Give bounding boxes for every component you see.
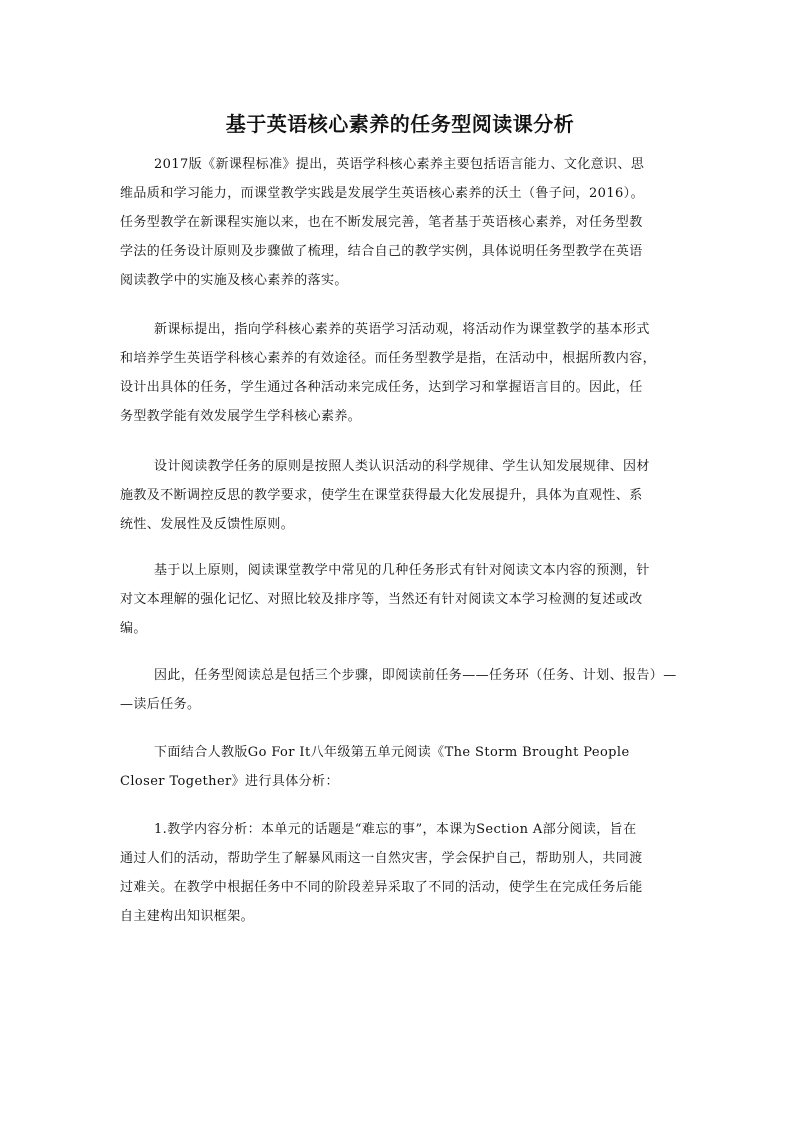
document-title: 基于英语核心素养的任务型阅读课分析 [225,112,575,136]
paragraph-line: 因此，任务型阅读总是包括三个步骤，即阅读前任务——任务环（任务、计划、报告）— [154,668,677,683]
paragraph-2 [120,315,700,431]
paragraph-line: 对文本理解的强化记忆、对照比较及排序等，当然还有针对阅读文本学习检测的复述或改 [120,592,643,607]
paragraph-line: 维品质和学习能力，而课堂教学实践是发展学生英语核心素养的沃土（鲁子问，2016）。 [120,186,644,201]
paragraph-line: —读后任务。 [120,697,201,712]
paragraph-line: 阅读教学中的实施及核心素养的落实。 [120,273,348,288]
paragraph-line: 施教及不断调控反思的教学要求，使学生在课堂获得最大化发展提升，具体为直观性、系 [120,488,643,503]
paragraph-line: 2017版《新课程标准》提出，英语学科核心素养主要包括语言能力、文化意识、思 [154,157,645,172]
paragraph-line: 统性、发展性及反馈性原则。 [120,517,295,532]
paragraph-line: 自主建构出知识框架。 [120,909,255,924]
paragraph-line: 学法的任务设计原则及步骤做了梳理，结合自己的教学实例，具体说明任务型教学在英语 [120,244,643,259]
paragraph-line: 务型教学能有效发展学生学科核心素养。 [120,409,362,424]
paragraph-line: 过难关。在教学中根据任务中不同的阶段差异采取了不同的活动，使学生在完成任务后能 [120,880,643,895]
paragraph-line: 1.教学内容分析：本单元的话题是“难忘的事”，本课为Section A部分阅读，旨在 [154,822,637,837]
paragraph-line: 设计出具体的任务，学生通过各种活动来完成任务，达到学习和掌握语言目的。因此，任 [120,380,643,395]
paragraph-3 [120,452,700,539]
paragraph-line: 通过人们的活动，帮助学生了解暴风雨这一自然灾害，学会保护自己，帮助别人，共同渡 [120,851,643,866]
paragraph-line: 下面结合人教版Go For It八年级第五单元阅读《The Storm Brought People [154,745,630,760]
paragraph-line: 设计阅读教学任务的原则是按照人类认识活动的科学规律、学生认知发展规律、因材 [154,459,650,474]
paragraph-1 [120,150,700,295]
paragraph-line: 新课标提出，指向学科核心素养的英语学习活动观，将活动作为课堂教学的基本形式 [154,322,650,337]
paragraph-5 [120,661,700,719]
paragraph-line: 任务型教学在新课程实施以来，也在不断发展完善，笔者基于英语核心素养，对任务型教 [120,215,643,230]
paragraph-line: 编。 [120,621,147,636]
paragraph-7 [120,815,700,931]
paragraph-line: 基于以上原则，阅读课堂教学中常见的几种任务形式有针对阅读文本内容的预测，针 [154,563,650,578]
paragraph-line: Closer Together》进行具体分析： [120,774,339,789]
paragraph-4 [120,556,700,643]
paragraph-6 [120,738,700,796]
paragraph-line: 和培养学生英语学科核心素养的有效途径。而任务型教学是指，在活动中，根据所教内容， [120,351,657,366]
